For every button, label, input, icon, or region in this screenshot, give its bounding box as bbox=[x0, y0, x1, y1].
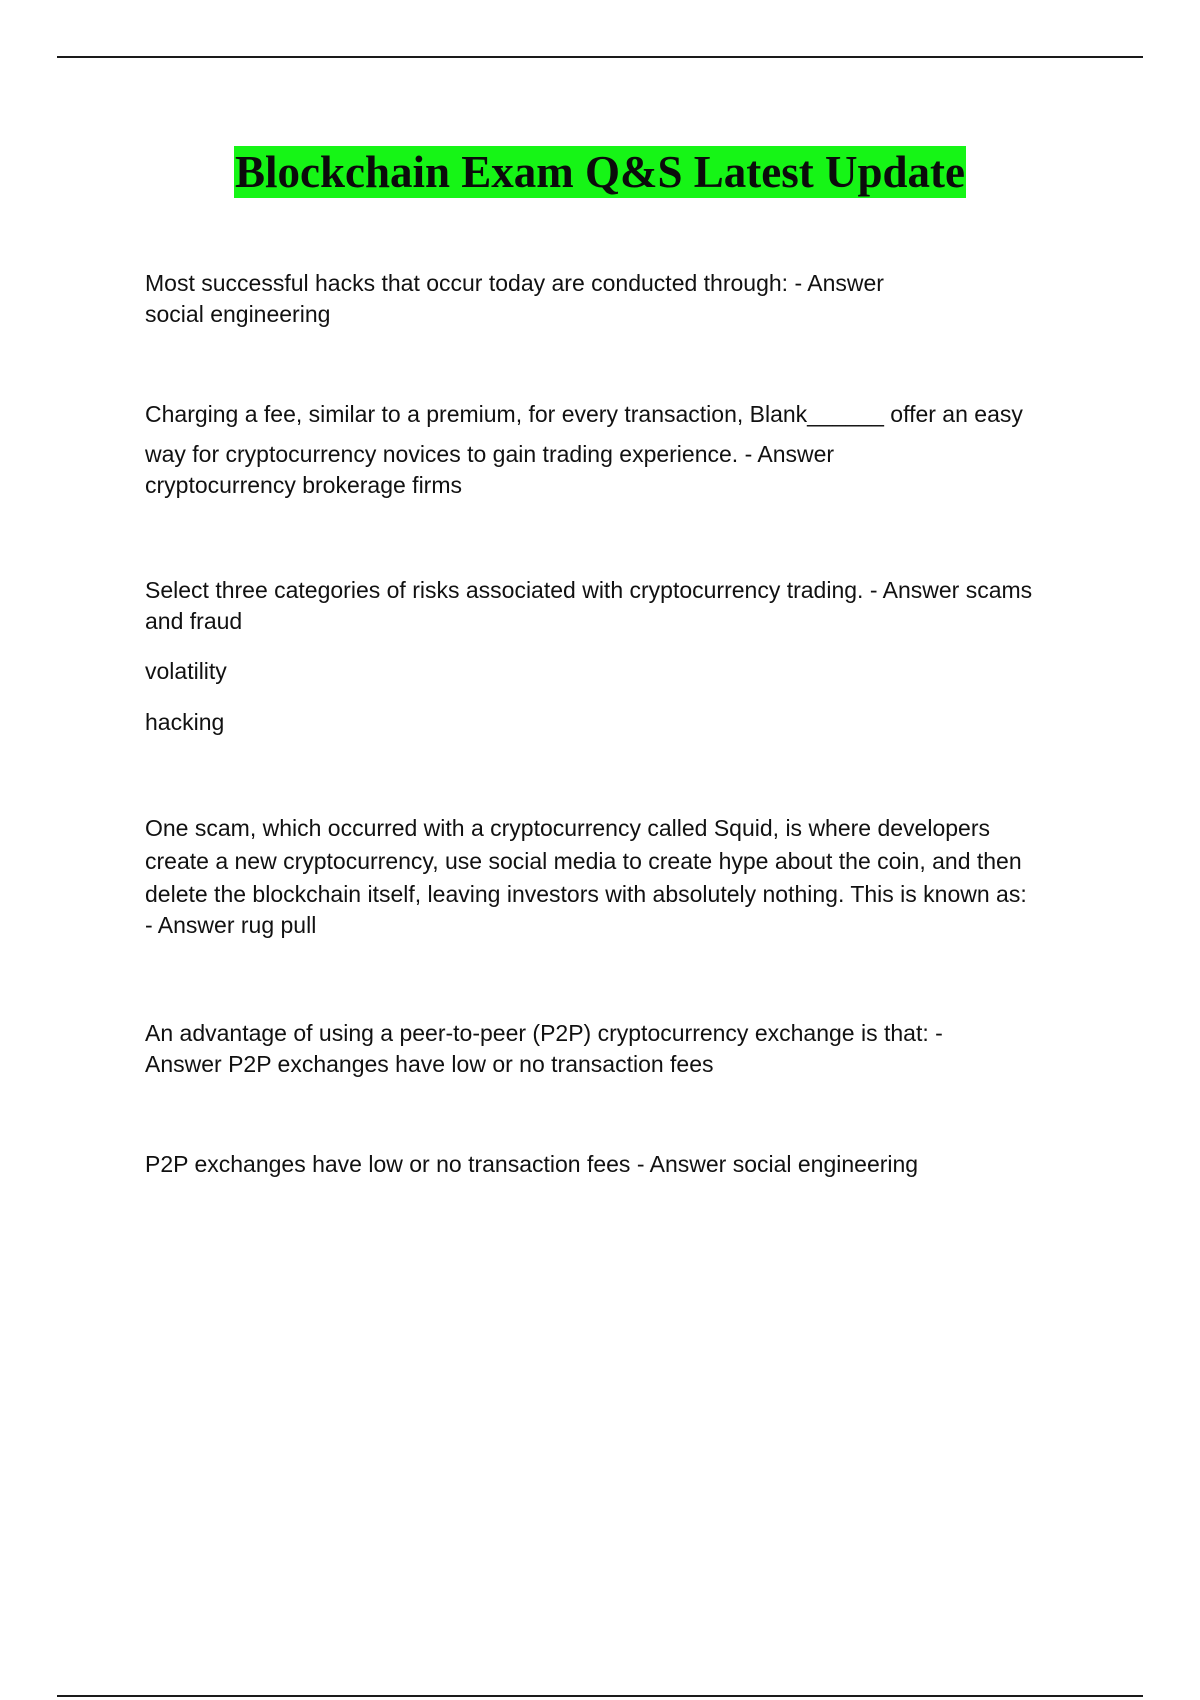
qa-line: volatility bbox=[145, 658, 227, 684]
document-title: Blockchain Exam Q&S Latest Update bbox=[234, 147, 966, 197]
qa-line: create a new cryptocurrency, use social media to create hype about the coin, and then bbox=[145, 848, 1022, 874]
qa-item-5 bbox=[145, 1018, 943, 1080]
qa-item-2 bbox=[145, 399, 1023, 501]
qa-line: - Answer rug pull bbox=[145, 912, 317, 938]
qa-line: Charging a fee, similar to a premium, for every transaction, Blank______ offer an easy bbox=[145, 401, 1023, 427]
top-rule bbox=[57, 56, 1143, 58]
qa-line: Answer P2P exchanges have low or no transaction fees bbox=[145, 1051, 714, 1077]
qa-line: An advantage of using a peer-to-peer (P2P) cryptocurrency exchange is that: - bbox=[145, 1020, 943, 1046]
qa-item-1 bbox=[145, 268, 884, 330]
qa-line: One scam, which occurred with a cryptocurrency called Squid, is where developers bbox=[145, 815, 990, 841]
qa-line: Most successful hacks that occur today are conducted through: - Answer bbox=[145, 270, 884, 296]
qa-item-6 bbox=[145, 1149, 918, 1180]
title-wrap bbox=[0, 146, 1200, 198]
qa-line: and fraud bbox=[145, 608, 243, 634]
qa-item-3-answer-volatility bbox=[145, 656, 227, 687]
qa-line: cryptocurrency brokerage firms bbox=[145, 472, 462, 498]
qa-line: way for cryptocurrency novices to gain trading experience. - Answer bbox=[145, 441, 835, 467]
qa-line: social engineering bbox=[145, 301, 331, 327]
qa-item-4 bbox=[145, 813, 1027, 941]
qa-item-3-answer-hacking bbox=[145, 707, 224, 738]
qa-line: hacking bbox=[145, 709, 225, 735]
qa-line: P2P exchanges have low or no transaction fees - Answer social engineering bbox=[145, 1151, 919, 1177]
qa-line: delete the blockchain itself, leaving investors with absolutely nothing. This is known as: bbox=[145, 881, 1027, 907]
bottom-rule bbox=[57, 1695, 1143, 1697]
qa-line: Select three categories of risks associated with cryptocurrency trading. - Answer scams bbox=[145, 577, 1033, 603]
qa-item-3 bbox=[145, 575, 1032, 637]
